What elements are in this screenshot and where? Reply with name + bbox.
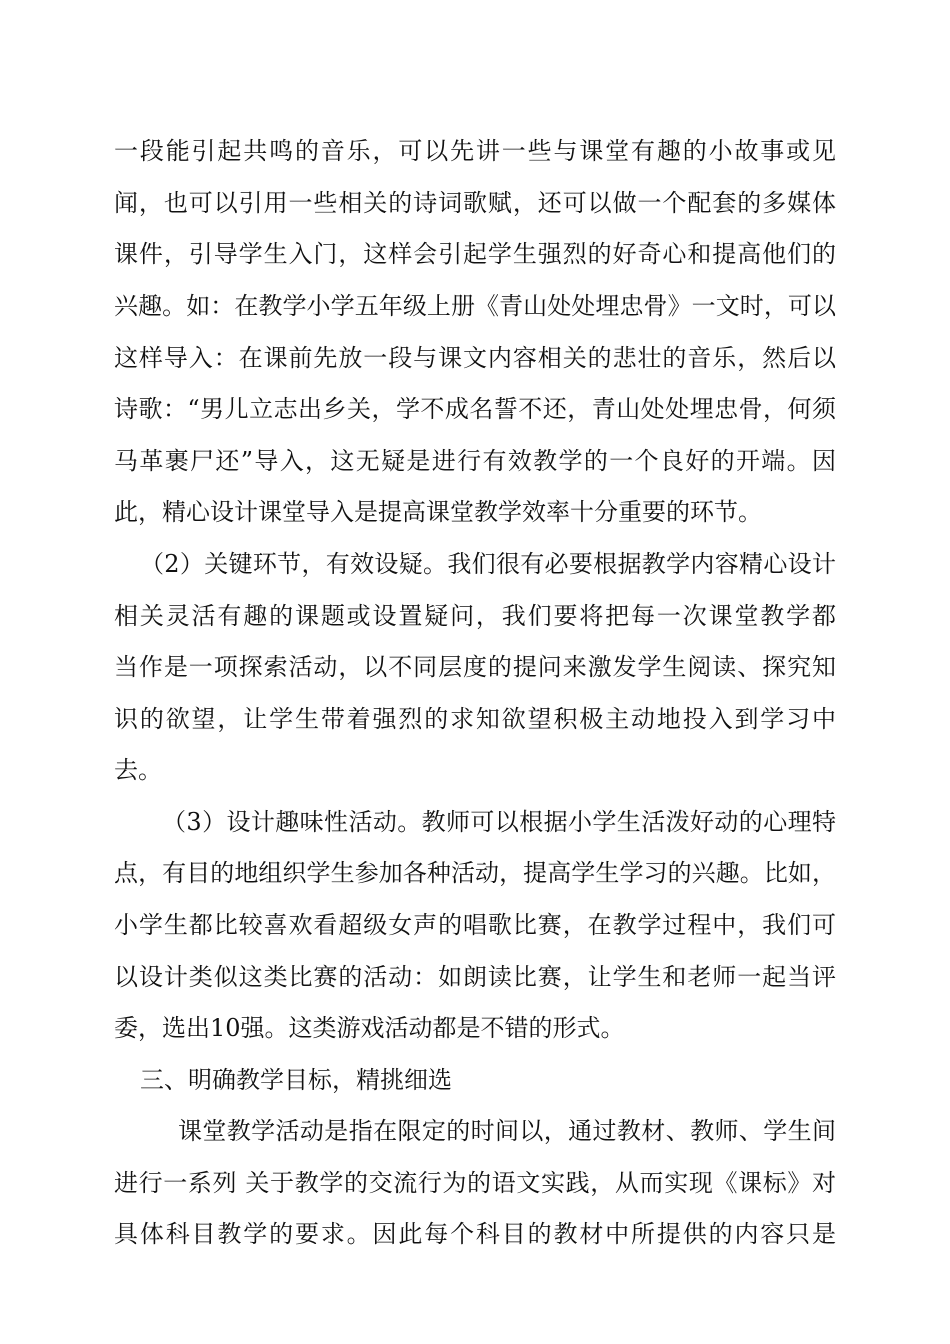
text-line: 进行一系列 关于教学的交流行为的语文实践，从而实现《课标》对 (114, 1169, 836, 1197)
text-line: 一段能引起共鸣的音乐，可以先讲一些与课堂有趣的小故事或见 (114, 137, 836, 165)
text-line: 兴趣。如：在教学小学五年级上册《青山处处埋忠骨》一文时，可以 (114, 292, 836, 320)
text-line: 闻，也可以引用一些相关的诗词歌赋，还可以做一个配套的多媒体 (114, 189, 836, 217)
text-line: 课堂教学活动是指在限定的时间以，通过教材、教师、学生间 (178, 1117, 836, 1145)
text-line: 具体科目教学的要求。因此每个科目的教材中所提供的内容只是 (114, 1220, 836, 1248)
text-line: 去。 (114, 756, 162, 784)
text-line: 识的欲望，让学生带着强烈的求知欲望积极主动地投入到学习中 (114, 705, 836, 733)
text-line: 马革裹尸还”导入，这无疑是进行有效教学的一个良好的开端。因 (114, 447, 836, 475)
text-line: 课件，引导学生入门，这样会引起学生强烈的好奇心和提高他们的 (114, 240, 836, 268)
text-line: 点，有目的地组织学生参加各种活动，提高学生学习的兴趣。比如， (114, 859, 836, 887)
text-line: 诗歌：“男儿立志出乡关，学不成名誓不还，青山处处埋忠骨，何须 (114, 395, 836, 423)
text-line: 相关灵活有趣的课题或设置疑问，我们要将把每一次课堂教学都 (114, 602, 836, 630)
text-line: 小学生都比较喜欢看超级女声的唱歌比赛，在教学过程中，我们可 (114, 911, 836, 939)
section-heading: 三、明确教学目标，精挑细选 (140, 1066, 452, 1094)
text-line: 此，精心设计课堂导入是提高课堂教学效率十分重要的环节。 (114, 498, 762, 526)
text-line: （2）关键环节，有效设疑。我们很有必要根据教学内容精心设计 (140, 550, 836, 578)
text-line: 委，选出10强。这类游戏活动都是不错的形式。 (114, 1014, 625, 1042)
text-line: 这样导入：在课前先放一段与课文内容相关的悲壮的音乐，然后以 (114, 344, 836, 372)
text-line: （3）设计趣味性活动。教师可以根据小学生活泼好动的心理特 (162, 808, 836, 836)
text-line: 以设计类似这类比赛的活动：如朗读比赛，让学生和老师一起当评 (114, 963, 836, 991)
text-line: 当作是一项探索活动，以不同层度的提问来激发学生阅读、探究知 (114, 653, 836, 681)
